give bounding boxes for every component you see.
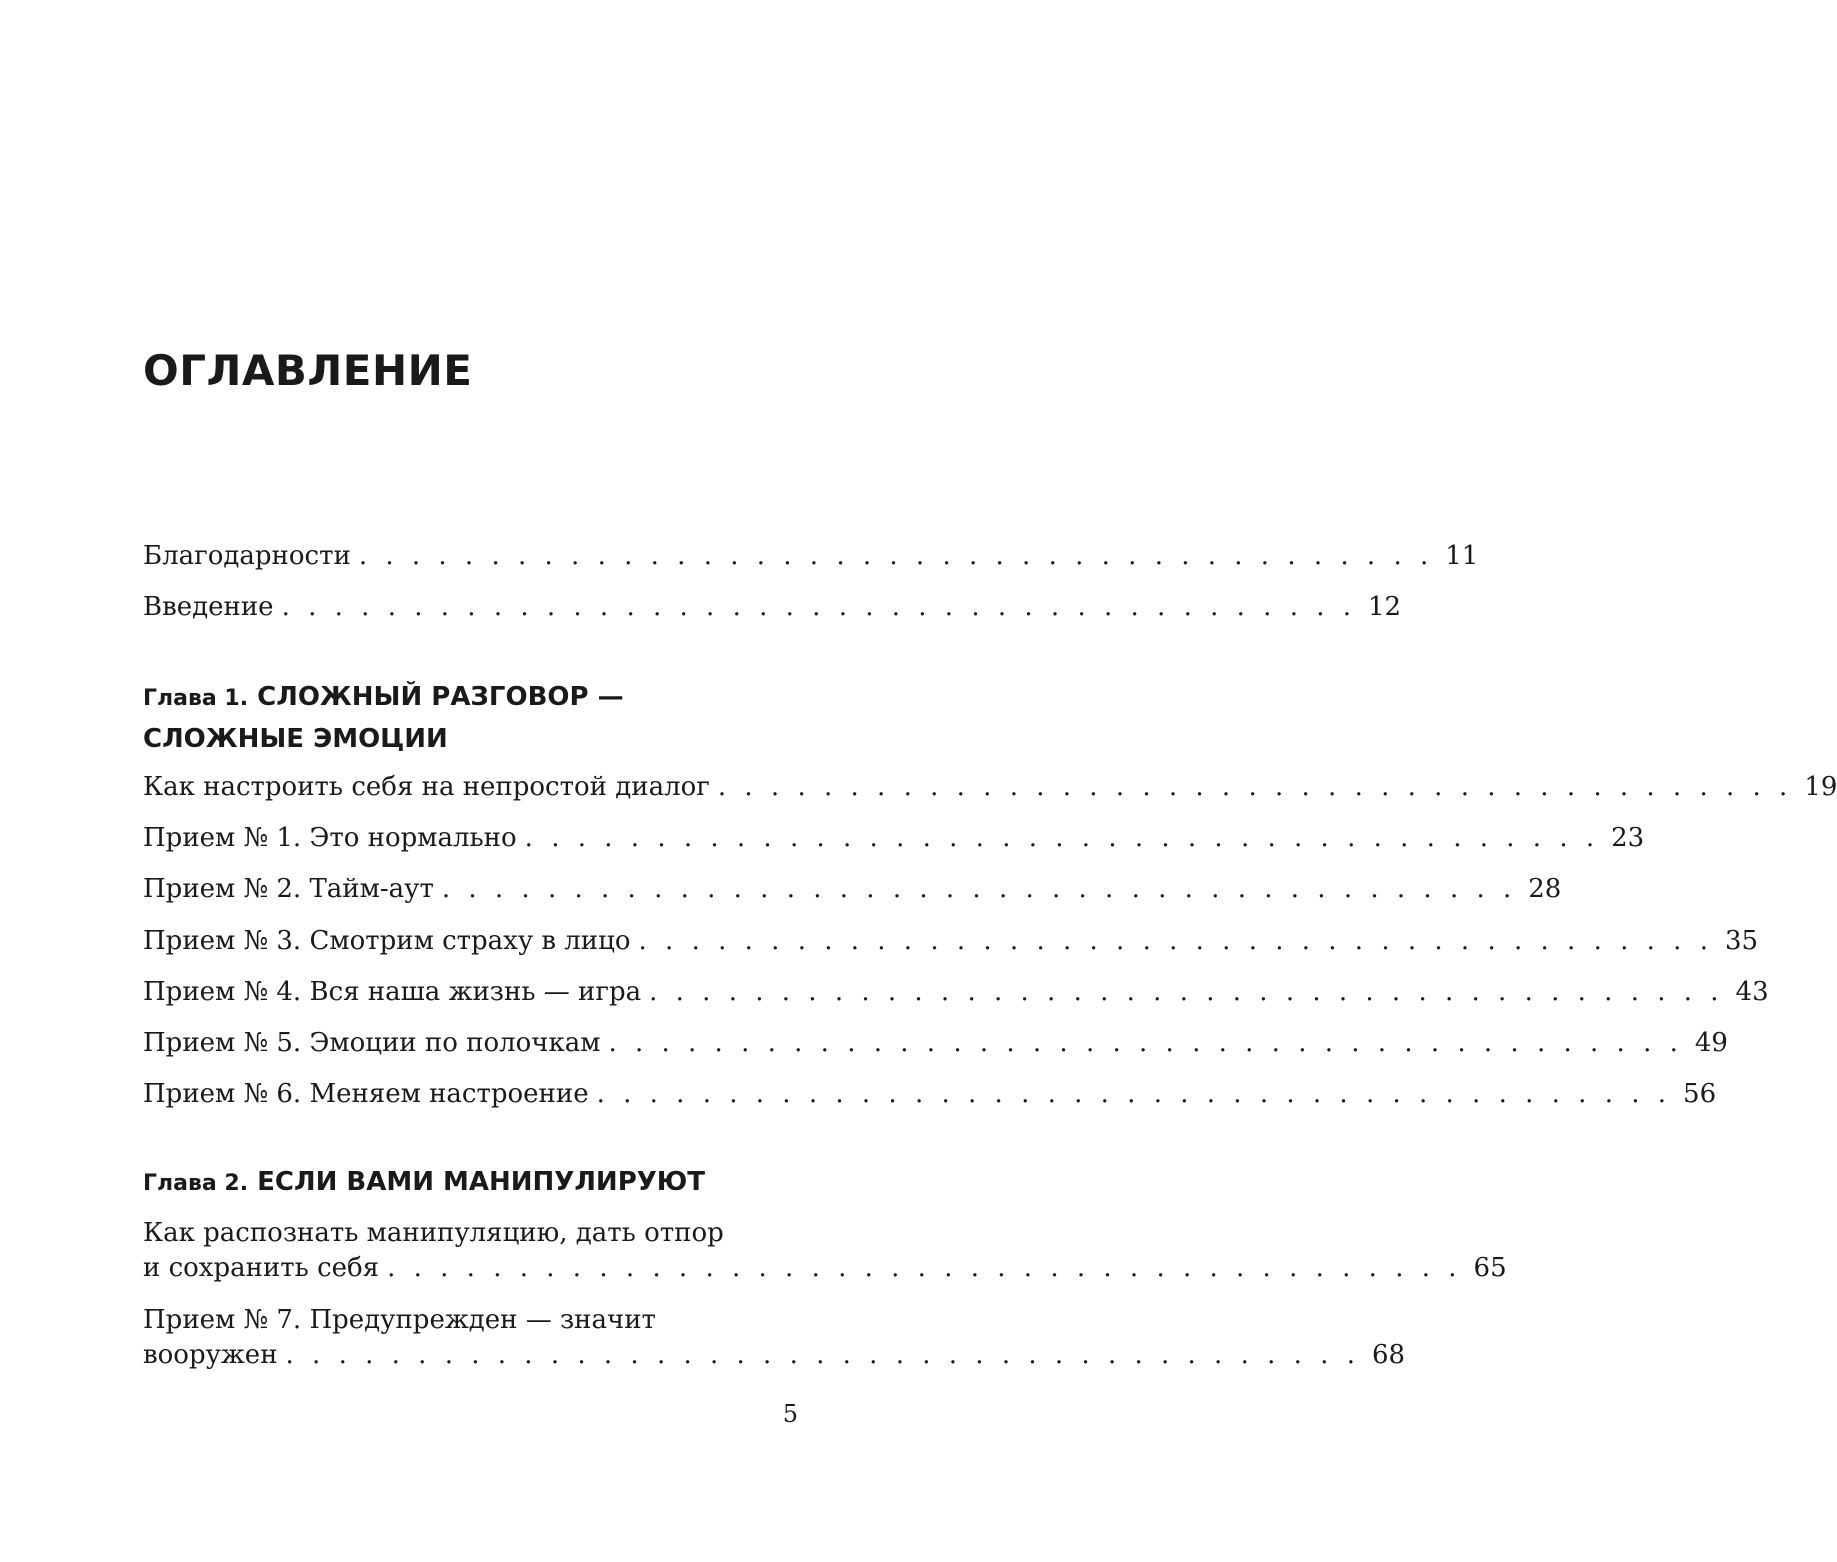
toc-entry-page: 35	[1724, 926, 1759, 956]
toc-entry-page: 23	[1611, 823, 1645, 853]
toc-entry-page: 43	[1735, 977, 1769, 1007]
toc-entry-title-line1: Как распознать манипуляцию, дать отпор	[143, 1218, 724, 1248]
toc-entry-title: Благодарности	[143, 541, 351, 571]
toc-entry-title: Введение	[143, 592, 274, 622]
toc-entry-page: 68	[1371, 1340, 1406, 1370]
leader-dots: . . . . . . . . . . . . . . . . . . . . . . . . . . . . . . . . . . . . . . . . .	[387, 1253, 1462, 1283]
leader-dots: . . . . . . . . . . . . . . . . . . . . . . . . . . . . . . . . . . . . . . . . .	[608, 1028, 1683, 1058]
toc-entry-page: 19	[1804, 772, 1837, 802]
toc-entry-acknowledgements	[143, 539, 1479, 574]
leader-dots: . . . . . . . . . . . . . . . . . . . . . . . . . . . . . . . . . . . . . . . . .	[441, 874, 1517, 904]
toc-entry-title: Прием № 6. Меняем настроение	[143, 1079, 589, 1109]
chapter-prefix: Глава 1.	[143, 686, 249, 711]
chapter-title-line: СЛОЖНЫЕ ЭМОЦИИ	[143, 724, 448, 754]
toc-page	[143, 0, 1837, 1562]
toc-entry	[143, 1026, 1728, 1061]
toc-entry	[143, 1303, 1406, 1373]
leader-dots: . . . . . . . . . . . . . . . . . . . . . . . . . . . . . . . . . . . . . . . . .	[596, 1079, 1672, 1109]
chapter-1-heading	[143, 677, 798, 759]
toc-entry	[143, 1216, 1507, 1286]
toc-entry-title-line1: Прием № 7. Предупрежден — значит	[143, 1305, 656, 1335]
toc-entry	[143, 1077, 1717, 1112]
chapter-prefix: Глава 2.	[143, 1171, 249, 1196]
toc-entry	[143, 821, 1645, 856]
leader-dots: . . . . . . . . . . . . . . . . . . . . . . . . . . . . . . . . . . . . . . . . .	[281, 592, 1357, 622]
toc-entry-page: 65	[1473, 1253, 1507, 1283]
toc-entry-page: 49	[1694, 1028, 1728, 1058]
chapter-title-line: ЕСЛИ ВАМИ МАНИПУЛИРУЮТ	[257, 1167, 706, 1197]
toc-entry-page: 12	[1368, 592, 1402, 622]
chapter-title-line: СЛОЖНЫЙ РАЗГОВОР —	[257, 682, 624, 712]
toc-entry	[143, 975, 1769, 1010]
toc-entry	[143, 924, 1759, 959]
toc-entry-title: Прием № 5. Эмоции по полочкам	[143, 1028, 601, 1058]
page-number: 5	[782, 1400, 798, 1428]
chapter-2-heading	[143, 1162, 798, 1204]
toc-entry-introduction	[143, 590, 1402, 625]
leader-dots: . . . . . . . . . . . . . . . . . . . . . . . . . . . . . . . . . . . . . . . . .	[524, 823, 1600, 853]
toc-entry-title-line2: и сохранить себя	[143, 1253, 380, 1283]
toc-entry-title: Прием № 1. Это нормально	[143, 823, 517, 853]
leader-dots: . . . . . . . . . . . . . . . . . . . . . . . . . . . . . . . . . . . . . . . . .	[649, 977, 1724, 1007]
leader-dots: . . . . . . . . . . . . . . . . . . . . . . . . . . . . . . . . . . . . . . . . .	[285, 1340, 1360, 1370]
toc-entry-title: Прием № 3. Смотрим страху в лицо	[143, 926, 631, 956]
leader-dots: . . . . . . . . . . . . . . . . . . . . . . . . . . . . . . . . . . . . . . . . .	[638, 926, 1713, 956]
page-title: ОГЛАВЛЕНИЕ	[143, 346, 473, 395]
leader-dots: . . . . . . . . . . . . . . . . . . . . . . . . . . . . . . . . . . . . . . . . .	[717, 772, 1793, 802]
toc-entry	[143, 770, 1837, 805]
toc-entry-page: 28	[1528, 874, 1562, 904]
toc-entry-page: 56	[1683, 1079, 1717, 1109]
toc-entry-title: Прием № 4. Вся наша жизнь — игра	[143, 977, 642, 1007]
toc-entry-title: Прием № 2. Тайм-аут	[143, 874, 434, 904]
toc-entry-title-line2: вооружен	[143, 1340, 278, 1370]
toc-entry-page: 11	[1445, 541, 1479, 571]
toc-entry-title: Как настроить себя на непростой диалог	[143, 772, 710, 802]
toc-entry	[143, 872, 1562, 907]
leader-dots: . . . . . . . . . . . . . . . . . . . . . . . . . . . . . . . . . . . . . . . . .	[358, 541, 1434, 571]
